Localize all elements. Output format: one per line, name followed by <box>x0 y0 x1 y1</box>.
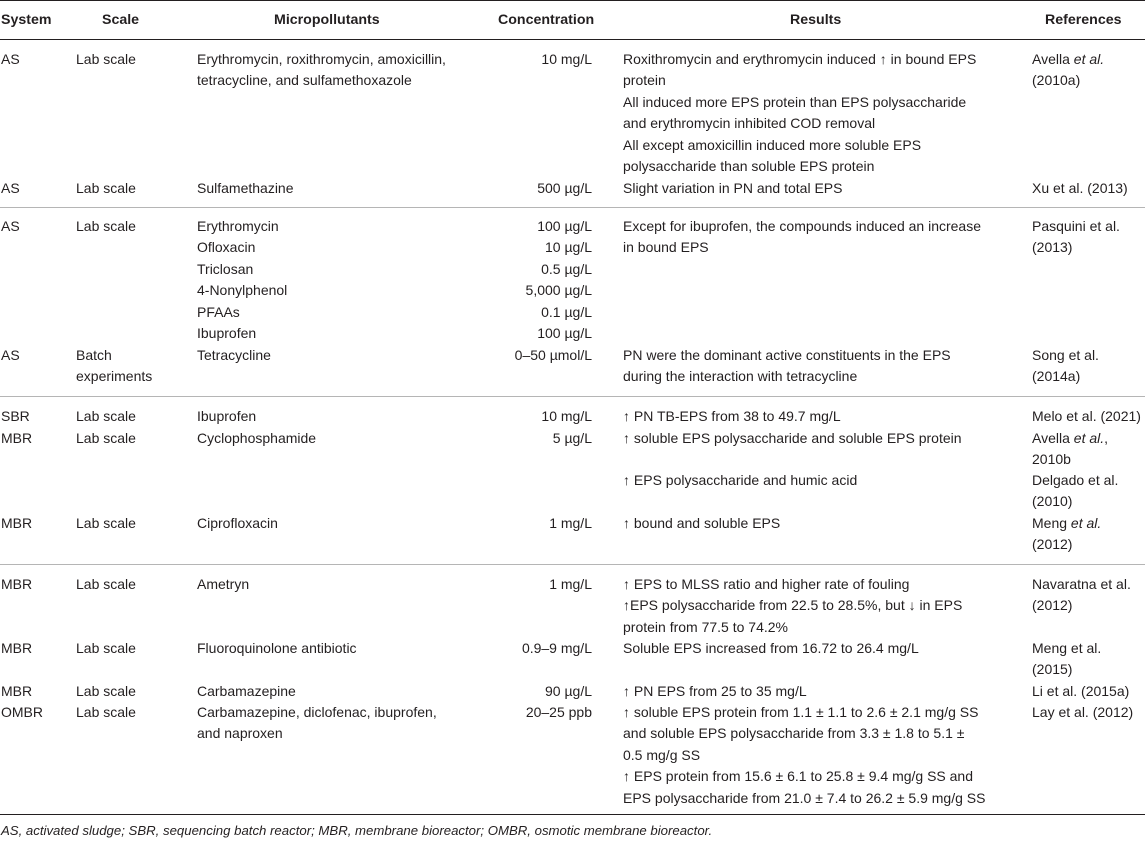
cell-results-line: EPS polysaccharide from 21.0 ± 7.4 to 26.2 ± 5.9 mg/g SS <box>623 789 986 806</box>
cell-references-line: (2014a) <box>1032 368 1081 385</box>
cell-micropollutants <box>197 513 497 534</box>
cell-results-line: in bound EPS <box>623 239 709 256</box>
cell-micropollutants-line: Ibuprofen <box>197 408 257 424</box>
cell-micropollutants <box>197 406 497 427</box>
cell-concentration <box>468 681 592 702</box>
cell-results-line: Except for ibuprofen, the compounds induced an increase <box>623 218 982 234</box>
cell-micropollutants-line: Tetracycline <box>197 347 271 363</box>
cell-references <box>1032 49 1144 92</box>
italic-et-al: et al. <box>1073 430 1105 446</box>
cell-references <box>1032 574 1144 617</box>
cell-concentration-line: 10 mg/L <box>541 51 592 67</box>
cell-scale <box>76 428 186 449</box>
cell-system <box>1 49 71 70</box>
cell-concentration <box>468 638 592 659</box>
cell-micropollutants-line: Sulfamethazine <box>197 180 294 196</box>
cell-micropollutants-line: tetracycline, and sulfamethoxazole <box>197 72 412 89</box>
cell-results <box>623 513 1018 534</box>
cell-results <box>623 178 1018 199</box>
cell-scale-line: Lab scale <box>76 430 136 446</box>
cell-system <box>1 513 71 534</box>
cell-scale <box>76 345 186 388</box>
cell-references <box>1032 428 1144 471</box>
cell-results-line: protein <box>623 72 666 89</box>
cell-scale-line: Lab scale <box>76 640 136 656</box>
cell-results <box>623 470 1018 491</box>
cell-results <box>623 574 1018 638</box>
cell-micropollutants-line: 4-Nonylphenol <box>197 282 288 299</box>
row-separator <box>0 396 1145 397</box>
cell-concentration-line: 90 µg/L <box>545 683 592 699</box>
cell-micropollutants <box>197 49 497 92</box>
cell-references-line: Avella et al. <box>1032 51 1105 67</box>
cell-references <box>1032 681 1144 702</box>
cell-concentration <box>468 406 592 427</box>
cell-micropollutants-line: Cyclophosphamide <box>197 430 317 446</box>
cell-scale <box>76 216 186 237</box>
cell-results-line: ↑EPS polysaccharide from 22.5 to 28.5%, but ↓ in EPS <box>623 597 963 614</box>
cell-system <box>1 702 71 723</box>
cell-results <box>623 681 1018 702</box>
cell-scale-line: Lab scale <box>76 576 136 592</box>
cell-micropollutants-line: Triclosan <box>197 260 254 277</box>
cell-concentration-line: 5 µg/L <box>552 430 592 446</box>
cell-references <box>1032 638 1144 681</box>
cell-scale-line: Lab scale <box>76 408 136 424</box>
cell-concentration-line: 500 µg/L <box>537 180 592 196</box>
cell-scale <box>76 574 186 595</box>
cell-results <box>623 345 1018 388</box>
cell-scale <box>76 406 186 427</box>
cell-system-line: MBR <box>1 515 33 531</box>
cell-results-line: PN were the dominant active constituents in the EPS <box>623 347 951 363</box>
cell-scale <box>76 49 186 70</box>
cell-concentration-line: 20–25 ppb <box>525 704 592 720</box>
cell-references-line: (2010) <box>1032 493 1073 510</box>
cell-micropollutants <box>197 216 497 344</box>
cell-system-line: OMBR <box>1 704 43 720</box>
cell-micropollutants <box>197 638 497 659</box>
cell-references <box>1032 178 1144 199</box>
cell-results-line: 0.5 mg/g SS <box>623 746 701 763</box>
cell-references-line: Song et al. <box>1032 347 1099 363</box>
cell-system-line: MBR <box>1 576 33 592</box>
cell-micropollutants-line: Carbamazepine <box>197 683 296 699</box>
header-scale: Scale <box>102 12 140 28</box>
cell-system-line: AS <box>1 51 20 67</box>
cell-concentration-line: 100 µg/L <box>537 325 592 342</box>
cell-results-line: Soluble EPS increased from 16.72 to 26.4 mg/L <box>623 640 919 656</box>
cell-micropollutants <box>197 178 497 199</box>
cell-concentration <box>468 345 592 366</box>
cell-system <box>1 178 71 199</box>
cell-results-line: ↑ EPS to MLSS ratio and higher rate of fouling <box>623 576 910 592</box>
row-separator <box>0 564 1145 565</box>
cell-results-line: and soluble EPS polysaccharide from 3.3 ± 1.8 to 5.1 ± <box>623 725 965 742</box>
cell-concentration-line: 1 mg/L <box>549 515 592 531</box>
cell-system <box>1 428 71 449</box>
cell-scale-line: Lab scale <box>76 704 136 720</box>
cell-micropollutants-line: Carbamazepine, diclofenac, ibuprofen, <box>197 704 437 720</box>
cell-system-line: MBR <box>1 683 33 699</box>
cell-results <box>623 406 1018 427</box>
cell-concentration-line: 10 µg/L <box>545 239 592 256</box>
cell-scale <box>76 638 186 659</box>
cell-references-line: Lay et al. (2012) <box>1032 704 1134 720</box>
header-system: System <box>1 12 52 28</box>
cell-results-line: ↑ PN EPS from 25 to 35 mg/L <box>623 683 807 699</box>
cell-results <box>623 702 1018 809</box>
cell-system <box>1 574 71 595</box>
cell-references-line: Melo et al. (2021) <box>1032 408 1141 424</box>
header-references: References <box>1045 12 1122 28</box>
cell-results-line: All induced more EPS protein than EPS polysaccharide <box>623 93 967 110</box>
cell-references-line: (2013) <box>1032 239 1073 256</box>
cell-concentration <box>468 216 592 344</box>
cell-results-line: protein from 77.5 to 74.2% <box>623 618 788 635</box>
cell-references-line: Li et al. (2015a) <box>1032 683 1130 699</box>
cell-scale-line: Lab scale <box>76 515 136 531</box>
cell-concentration-line: 10 mg/L <box>541 408 592 424</box>
cell-system-line: SBR <box>1 408 30 424</box>
cell-references <box>1032 513 1144 556</box>
cell-references-line: Avella et al., <box>1032 430 1109 446</box>
cell-references <box>1032 702 1144 723</box>
cell-results <box>623 638 1018 659</box>
cell-scale-line: Lab scale <box>76 180 136 196</box>
cell-references-line: Meng et al. <box>1032 515 1102 531</box>
header-micropollutants: Micropollutants <box>274 12 380 28</box>
cell-micropollutants-line: Ofloxacin <box>197 239 256 256</box>
table-footnote: AS, activated sludge; SBR, sequencing batch reactor; MBR, membrane bioreactor; OMBR, osmotic membrane bioreactor. <box>1 823 713 838</box>
cell-micropollutants-line: Ibuprofen <box>197 325 257 342</box>
cell-micropollutants-line: and naproxen <box>197 725 283 742</box>
cell-micropollutants-line: PFAAs <box>197 303 240 320</box>
cell-concentration-line: 0.9–9 mg/L <box>521 640 592 656</box>
cell-scale <box>76 513 186 534</box>
cell-concentration-line: 100 µg/L <box>537 218 592 234</box>
cell-results-line: during the interaction with tetracycline <box>623 368 858 385</box>
cell-results-line: ↑ EPS protein from 15.6 ± 6.1 to 25.8 ± 9.4 mg/g SS and <box>623 768 974 785</box>
cell-micropollutants <box>197 574 497 595</box>
table-bottom-rule <box>0 814 1145 815</box>
cell-results-line: ↑ PN TB-EPS from 38 to 49.7 mg/L <box>623 408 841 424</box>
cell-system <box>1 345 71 366</box>
cell-results-line: ↑ EPS polysaccharide and humic acid <box>623 472 858 488</box>
cell-results-line: All except amoxicillin induced more soluble EPS <box>623 136 922 153</box>
cell-system-line: AS <box>1 218 20 234</box>
cell-results-line: Roxithromycin and erythromycin induced ↑ in bound EPS <box>623 51 977 67</box>
cell-concentration-line: 0.1 µg/L <box>541 303 592 320</box>
cell-micropollutants <box>197 702 497 745</box>
cell-results <box>623 49 1018 177</box>
cell-scale-line: experiments <box>76 368 153 385</box>
cell-results-line: ↑ soluble EPS protein from 1.1 ± 1.1 to 2.6 ± 2.1 mg/g SS <box>623 704 979 720</box>
cell-micropollutants-line: Erythromycin, roxithromycin, amoxicillin, <box>197 51 446 67</box>
cell-micropollutants-line: Ciprofloxacin <box>197 515 278 531</box>
cell-concentration <box>468 49 592 70</box>
table-header <box>0 0 1145 40</box>
cell-references <box>1032 345 1144 388</box>
cell-scale-line: Lab scale <box>76 218 136 234</box>
cell-concentration-line: 5,000 µg/L <box>525 282 592 299</box>
cell-references <box>1032 216 1144 259</box>
cell-concentration-line: 1 mg/L <box>549 576 592 592</box>
cell-system <box>1 638 71 659</box>
cell-results-line: and erythromycin inhibited COD removal <box>623 115 876 132</box>
cell-concentration <box>468 178 592 199</box>
cell-scale <box>76 178 186 199</box>
cell-micropollutants <box>197 681 497 702</box>
cell-micropollutants <box>197 345 497 366</box>
header-concentration: Concentration <box>498 12 595 28</box>
cell-scale <box>76 681 186 702</box>
cell-references-line: Navaratna et al. <box>1032 576 1131 592</box>
cell-references-line: (2012) <box>1032 536 1073 553</box>
cell-scale-line: Lab scale <box>76 683 136 699</box>
cell-scale-line: Batch <box>76 347 112 363</box>
cell-references-line: 2010b <box>1032 451 1071 468</box>
row-separator <box>0 207 1145 208</box>
cell-references-line: Delgado et al. <box>1032 472 1119 488</box>
cell-references <box>1032 470 1144 513</box>
cell-results-line: ↑ bound and soluble EPS <box>623 515 781 531</box>
cell-micropollutants-line: Erythromycin <box>197 218 279 234</box>
cell-system-line: MBR <box>1 430 33 446</box>
cell-micropollutants-line: Ametryn <box>197 576 250 592</box>
cell-concentration-line: 0–50 µmol/L <box>514 347 592 363</box>
cell-concentration <box>468 428 592 449</box>
cell-system <box>1 406 71 427</box>
italic-et-al: et al. <box>1073 51 1105 67</box>
cell-concentration <box>468 574 592 595</box>
cell-concentration <box>468 513 592 534</box>
header-results: Results <box>790 12 842 28</box>
cell-concentration-line: 0.5 µg/L <box>541 260 592 277</box>
cell-references-line: (2015) <box>1032 661 1073 678</box>
cell-micropollutants-line: Fluoroquinolone antibiotic <box>197 640 357 656</box>
cell-system-line: MBR <box>1 640 33 656</box>
cell-micropollutants <box>197 428 497 449</box>
italic-et-al: et al. <box>1070 515 1102 531</box>
cell-scale <box>76 702 186 723</box>
cell-system-line: AS <box>1 347 20 363</box>
cell-references-line: (2010a) <box>1032 72 1081 89</box>
cell-system <box>1 216 71 237</box>
cell-references-line: (2012) <box>1032 597 1073 614</box>
cell-results-line: Slight variation in PN and total EPS <box>623 180 843 196</box>
cell-results-line: ↑ soluble EPS polysaccharide and soluble EPS protein <box>623 430 962 446</box>
cell-references-line: Pasquini et al. <box>1032 218 1120 234</box>
cell-system-line: AS <box>1 180 20 196</box>
cell-scale-line: Lab scale <box>76 51 136 67</box>
cell-references <box>1032 406 1144 427</box>
cell-results <box>623 216 1018 259</box>
cell-results-line: polysaccharide than soluble EPS protein <box>623 158 875 175</box>
cell-references-line: Xu et al. (2013) <box>1032 180 1128 196</box>
cell-references-line: Meng et al. <box>1032 640 1102 656</box>
cell-concentration <box>468 702 592 723</box>
cell-results <box>623 428 1018 449</box>
cell-system <box>1 681 71 702</box>
